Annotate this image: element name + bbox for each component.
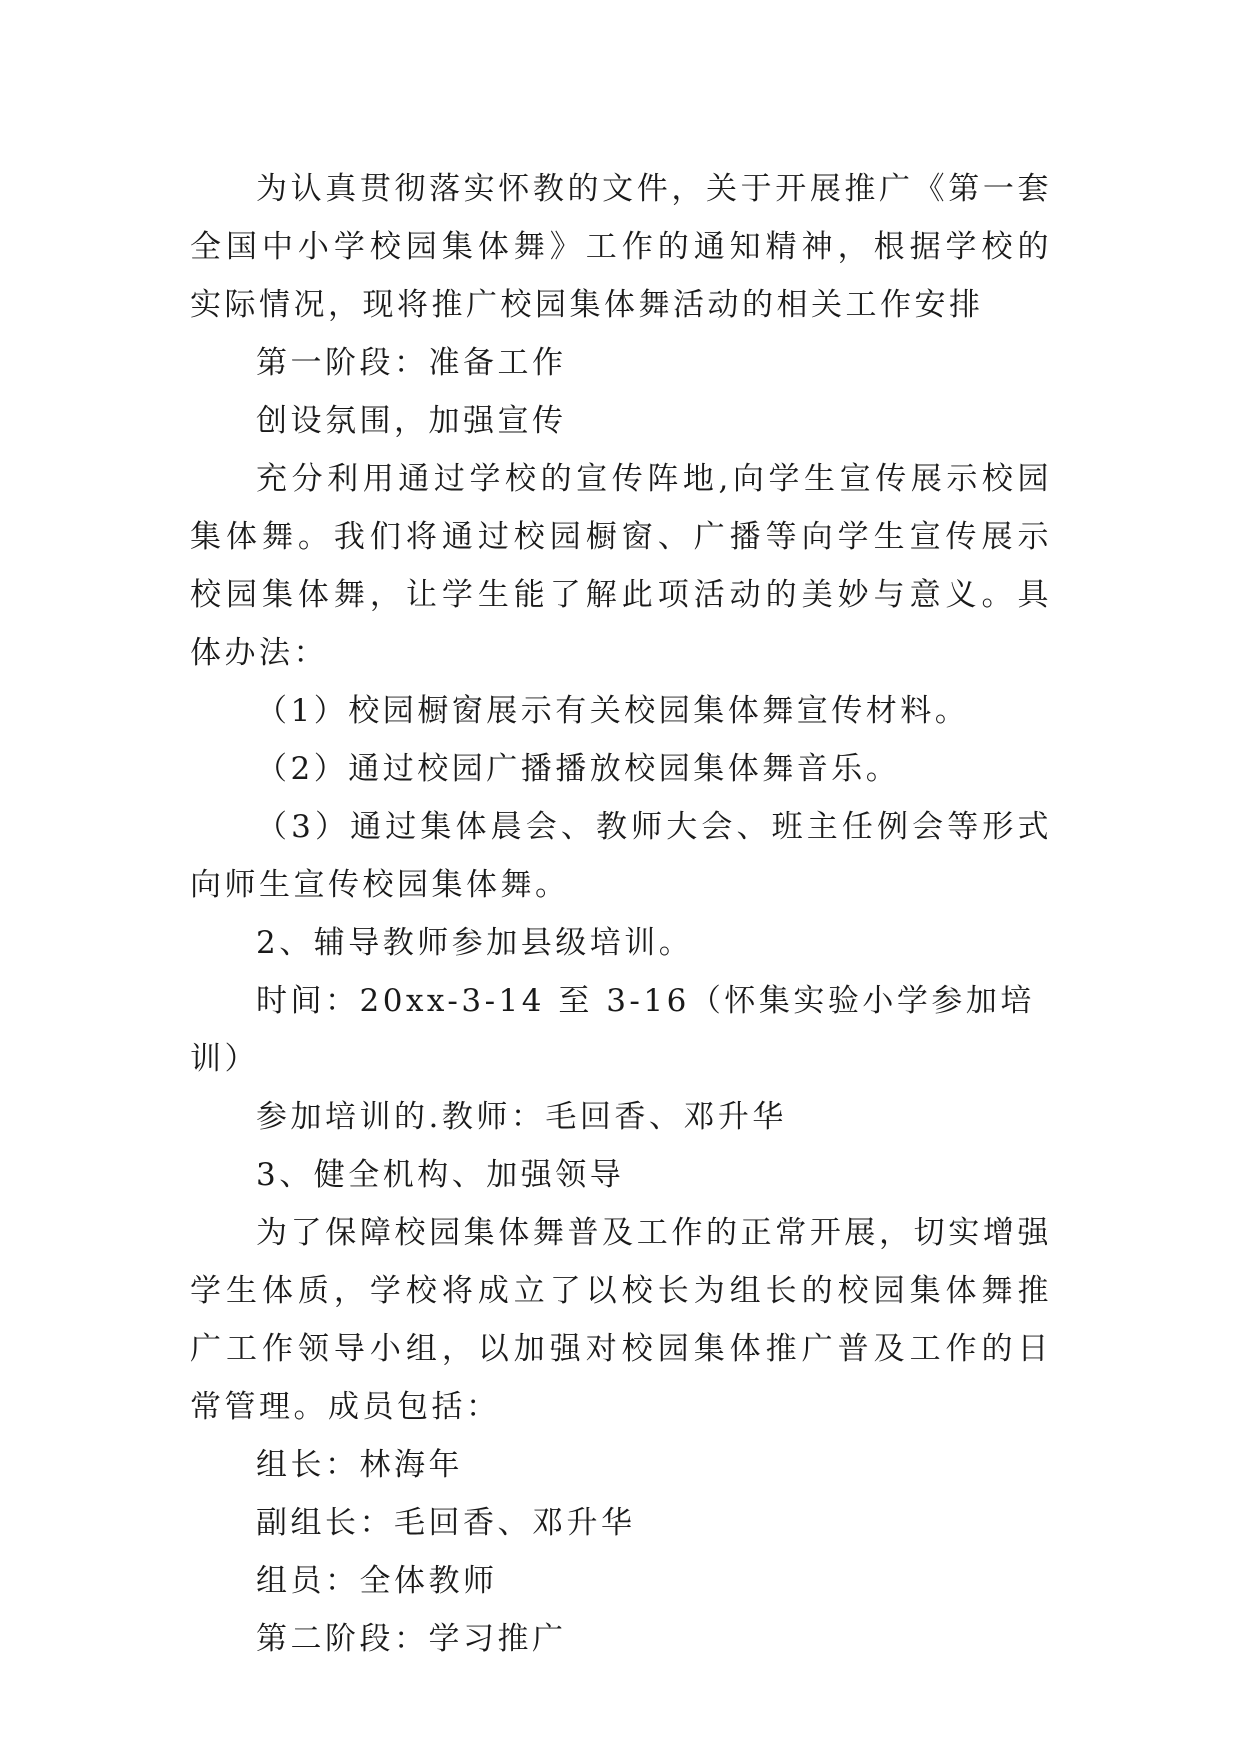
training-time: 时间：20xx-3-14 至 3-16（怀集实验小学参加培训）: [190, 983, 1035, 1077]
training-teachers: 参加培训的.教师：毛回香、邓升华: [256, 1099, 787, 1135]
method-item-1: （1）校园橱窗展示有关校园集体舞宣传材料。: [256, 693, 970, 729]
stage-one-heading: 第一阶段：准备工作: [256, 345, 567, 381]
section-heading-atmosphere: 创设氛围，加强宣传: [256, 403, 567, 439]
organization-paragraph: 为了保障校园集体舞普及工作的正常开展，切实增强学生体质，学校将成立了以校长为组长的校园集体舞推广工作领导小组，以加强对校园集体推广普及工作的日常管理。成员包括：: [190, 1215, 1052, 1425]
section-heading-training: 2、辅导教师参加县级培训。: [256, 925, 694, 961]
group-leader: 组长：林海年: [256, 1447, 463, 1483]
stage-two-heading: 第二阶段：学习推广: [256, 1621, 567, 1657]
document-body: [190, 160, 1052, 1668]
group-members: 组员：全体教师: [256, 1563, 498, 1599]
section-heading-organization: 3、健全机构、加强领导: [256, 1157, 625, 1193]
method-item-2: （2）通过校园广播播放校园集体舞音乐。: [256, 751, 901, 787]
method-item-3: （3）通过集体晨会、教师大会、班主任例会等形式向师生宣传校园集体舞。: [190, 809, 1052, 903]
intro-paragraph: 为认真贯彻落实怀教的文件，关于开展推广《第一套全国中小学校园集体舞》工作的通知精神，根据学校的实际情况，现将推广校园集体舞活动的相关工作安排: [190, 171, 1052, 323]
publicity-paragraph: 充分利用通过学校的宣传阵地,向学生宣传展示校园集体舞。我们将通过校园橱窗、广播等向学生宣传展示校园集体舞，让学生能了解此项活动的美妙与意义。具体办法：: [190, 461, 1052, 671]
deputy-group-leader: 副组长：毛回香、邓升华: [256, 1505, 636, 1541]
